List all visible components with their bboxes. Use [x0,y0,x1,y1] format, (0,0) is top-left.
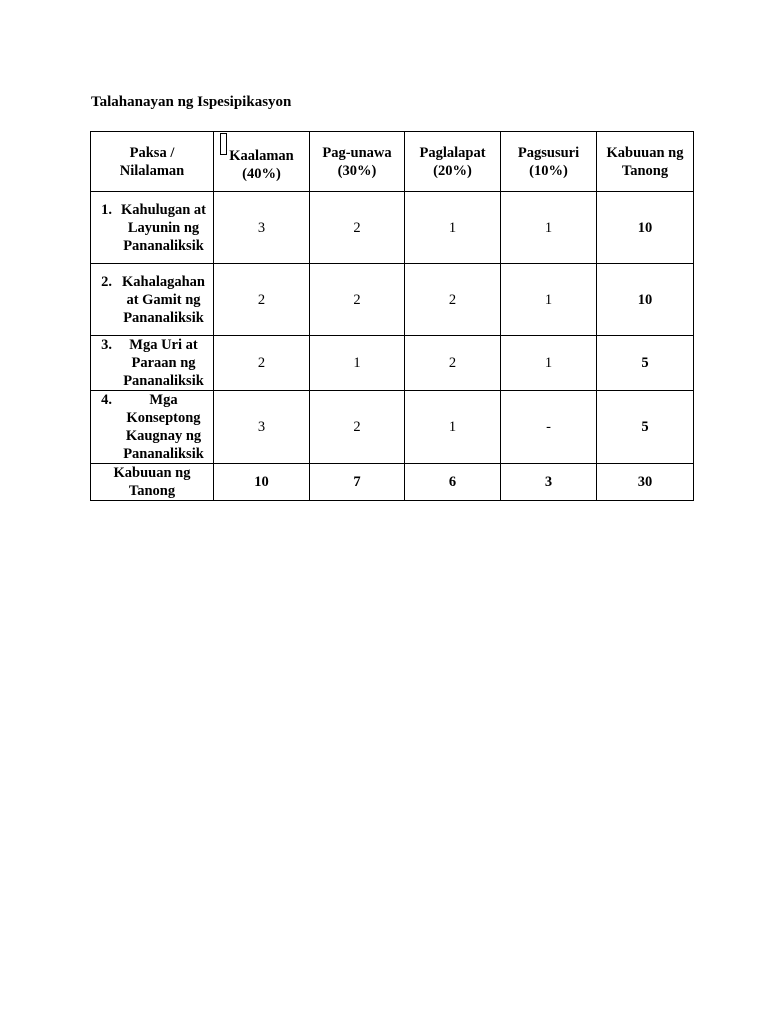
value-pagsusuri: 1 [501,336,597,391]
value-paglalapat: 2 [405,336,501,391]
page-title: Talahanayan ng Ispesipikasyon [91,94,292,110]
topic-cell [91,192,214,264]
header-kaalaman: Kaalaman (40%) [214,132,310,192]
header-kabuuan: Kabuuan ng Tanong [597,132,694,192]
value-pagsusuri: - [501,391,597,464]
table-row [91,192,694,264]
total-paglalapat: 6 [405,464,501,501]
value-kaalaman: 3 [214,192,310,264]
topic-label: Kahulugan at Layunin ng Pananaliksik [120,201,207,254]
table-row [91,264,694,336]
value-kabuuan: 5 [597,391,694,464]
table-header-row [91,132,694,192]
totals-label: Kabuuan ng Tanong [91,464,214,501]
header-paglalapat: Paglalapat (20%) [405,132,501,192]
value-kaalaman: 3 [214,391,310,464]
value-paglalapat: 2 [405,264,501,336]
specification-table [90,131,694,501]
table-row [91,391,694,464]
placeholder-glyph-icon [220,133,227,155]
value-kaalaman: 2 [214,336,310,391]
value-pag-unawa: 2 [310,391,405,464]
value-pag-unawa: 2 [310,264,405,336]
value-kabuuan: 10 [597,264,694,336]
topic-number: 3. [101,337,112,353]
topic-cell [91,391,214,464]
topic-label: Kahalagahan at Gamit ng Pananaliksik [122,273,205,326]
value-paglalapat: 1 [405,391,501,464]
value-kabuuan: 10 [597,192,694,264]
total-kaalaman: 10 [214,464,310,501]
value-kaalaman: 2 [214,264,310,336]
value-kabuuan: 5 [597,336,694,391]
total-pag-unawa: 7 [310,464,405,501]
value-pag-unawa: 2 [310,192,405,264]
total-pagsusuri: 3 [501,464,597,501]
totals-row [91,464,694,501]
topic-cell [91,336,214,391]
topic-number: 1. [101,201,112,218]
value-pag-unawa: 1 [310,336,405,391]
value-pagsusuri: 1 [501,264,597,336]
topic-cell [91,264,214,336]
total-kabuuan: 30 [597,464,694,501]
header-paksa: Paksa / Nilalaman [91,132,214,192]
value-paglalapat: 1 [405,192,501,264]
header-pag-unawa: Pag-unawa (30%) [310,132,405,192]
topic-number: 2. [101,273,112,290]
topic-label: Mga Konseptong Kaugnay ng Pananaliksik [123,392,204,462]
table-row [91,336,694,391]
value-pagsusuri: 1 [501,192,597,264]
topic-label: Mga Uri at Paraan ng Pananaliksik [123,337,204,389]
topic-number: 4. [101,392,112,408]
header-pagsusuri: Pagsusuri (10%) [501,132,597,192]
